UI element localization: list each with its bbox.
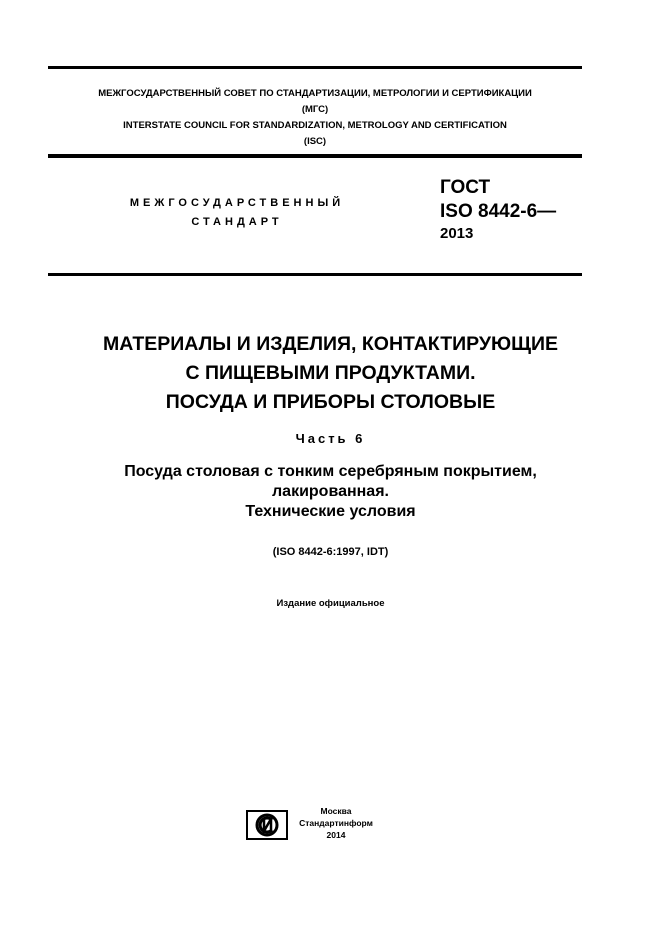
publisher-info	[292, 805, 380, 841]
standartinform-logo-icon	[246, 810, 288, 840]
publisher-name: Стандартинформ	[299, 818, 373, 828]
standard-kind-line1: МЕЖГОСУДАРСТВЕННЫЙ	[129, 197, 345, 209]
designation-divider	[48, 273, 582, 276]
council-abbr-en: (ISC)	[303, 136, 327, 147]
document-subtitle	[30, 462, 631, 522]
standard-kind	[92, 194, 382, 232]
publisher-city: Москва	[320, 806, 352, 816]
standard-designation	[440, 176, 556, 245]
council-abbr-ru: (МГС)	[301, 104, 329, 115]
subtitle-line3: Технические условия	[245, 503, 416, 520]
designation-year: 2013	[440, 225, 474, 242]
publisher-year: 2014	[326, 830, 346, 840]
title-line3: ПОСУДА И ПРИБОРЫ СТОЛОВЫЕ	[165, 391, 496, 413]
designation-prefix: ГОСТ	[440, 177, 491, 198]
document-title	[30, 330, 631, 417]
subtitle-line2: лакированная.	[272, 483, 389, 500]
title-line1: МАТЕРИАЛЫ И ИЗДЕЛИЯ, КОНТАКТИРУЮЩИЕ	[102, 333, 559, 355]
edition-label: Издание официальное	[276, 598, 385, 609]
standard-kind-line2: СТАНДАРТ	[191, 216, 283, 228]
council-name-en: INTERSTATE COUNCIL FOR STANDARDIZATION, METROLOGY AND CERTIFICATION	[123, 120, 507, 131]
title-line2: С ПИЩЕВЫМИ ПРОДУКТАМИ.	[185, 362, 476, 384]
part-number: Часть 6	[295, 431, 366, 446]
header-divider	[48, 154, 582, 158]
iso-reference: (ISO 8442-6:1997, IDT)	[272, 546, 389, 558]
top-rule	[48, 66, 582, 69]
designation-number: ISO 8442-6—	[440, 201, 557, 222]
subtitle-line1: Посуда столовая с тонким серебряным покрытием,	[124, 463, 537, 480]
council-header	[48, 86, 582, 150]
council-name-ru: МЕЖГОСУДАРСТВЕННЫЙ СОВЕТ ПО СТАНДАРТИЗАЦИИ, МЕТРОЛОГИИ И СЕРТИФИКАЦИИ	[98, 88, 532, 99]
